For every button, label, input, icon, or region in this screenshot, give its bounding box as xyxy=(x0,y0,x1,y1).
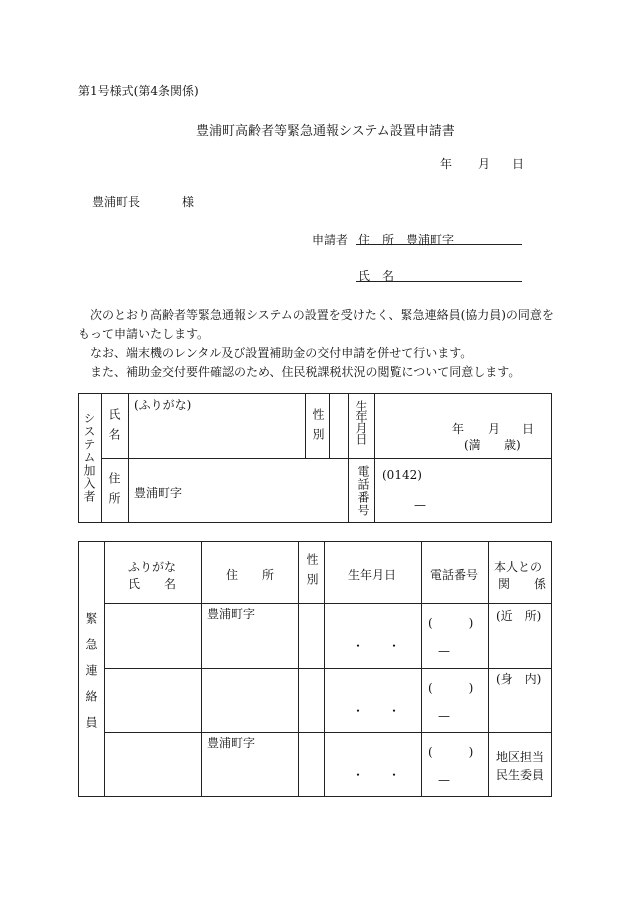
contact-row-1-phone-dash: — xyxy=(438,644,450,658)
subscriber-birthdate-label: 生年月日 xyxy=(354,400,368,444)
contact-row-3-phone-dash: — xyxy=(438,773,450,787)
applicant-address-line xyxy=(356,244,522,245)
body-line-3: なお、端末機のレンタル及び設置補助金の交付申請を併せて行います。 xyxy=(78,346,473,360)
contacts-header-phone: 電話番号 xyxy=(430,568,479,582)
applicant-address-label: 住 所 xyxy=(358,233,395,247)
subscriber-section-label: システム加入者 xyxy=(82,412,96,503)
contact-row-1-address: 豊浦町字 xyxy=(207,607,256,621)
contacts-section-label: 緊急連絡員 xyxy=(84,612,98,742)
subscriber-age-close: 歳) xyxy=(504,438,521,452)
mayor-label: 豊浦町長 xyxy=(92,195,141,209)
subscriber-phone-prefix: (0142) xyxy=(382,468,422,482)
applicant-name-line xyxy=(356,281,522,282)
subscriber-furigana-label: (ふりがな) xyxy=(134,398,192,412)
contact-row-2-dots: ・ ・ xyxy=(352,704,401,718)
contact-row-1-relation: (近 所) xyxy=(496,609,542,623)
body-line-2: もって申請いたします。 xyxy=(78,327,210,341)
subscriber-address-label: 住所 xyxy=(107,472,121,512)
subscriber-phone-dash: — xyxy=(414,498,426,512)
subscriber-date-year: 年 xyxy=(452,422,465,436)
contact-row-3-phone-paren: ( ) xyxy=(428,745,474,759)
subscriber-address-value: 豊浦町字 xyxy=(134,486,183,500)
subscriber-date-day: 日 xyxy=(522,422,535,436)
form-title: 豊浦町高齢者等緊急通報システム設置申請書 xyxy=(196,124,455,139)
subscriber-date-month: 月 xyxy=(488,422,501,436)
contact-row-2-phone-paren: ( ) xyxy=(428,681,474,695)
applicant-name-label: 氏 名 xyxy=(358,269,395,283)
subscriber-phone-label: 電話番号 xyxy=(356,465,370,517)
contacts-header-birthdate: 生年月日 xyxy=(348,568,397,582)
applicant-label: 申請者 xyxy=(312,233,349,247)
contact-row-3-dots: ・ ・ xyxy=(352,768,401,782)
subscriber-gender-label: 性別 xyxy=(311,408,325,448)
contacts-header-gender: 性別 xyxy=(305,553,319,593)
contact-row-3-relation-2: 民生委員 xyxy=(496,768,545,782)
body-line-4: また、補助金交付要件確認のため、住民税課税状況の閲覧について同意します。 xyxy=(78,365,521,379)
contacts-header-relation-2: 関 係 xyxy=(498,577,547,591)
contacts-header-name: 氏 名 xyxy=(128,577,177,591)
form-number: 第1号様式(第4条関係) xyxy=(78,84,199,98)
contacts-header-furigana: ふりがな xyxy=(128,560,177,574)
contact-row-2-relation: (身 内) xyxy=(496,672,542,686)
subscriber-name-label: 氏名 xyxy=(107,408,121,448)
contacts-header-relation-1: 本人との xyxy=(494,560,543,574)
date-year-label: 年 xyxy=(440,157,453,171)
body-line-1: 次のとおり高齢者等緊急通報システムの設置を受けたく、緊急連絡員(協力員)の同意を xyxy=(78,308,554,322)
contact-row-1-phone-paren: ( ) xyxy=(428,616,474,630)
date-month-label: 月 xyxy=(478,157,491,171)
subscriber-age-open: (満 xyxy=(464,438,481,452)
applicant-address-value: 豊浦町字 xyxy=(406,233,455,247)
contact-row-1-dots: ・ ・ xyxy=(352,639,401,653)
honorific-label: 様 xyxy=(182,195,195,209)
date-day-label: 日 xyxy=(512,157,525,171)
contact-row-2-phone-dash: — xyxy=(438,709,450,723)
contact-row-3-address: 豊浦町字 xyxy=(207,736,256,750)
contact-row-3-relation-1: 地区担当 xyxy=(496,750,545,764)
contacts-header-address: 住 所 xyxy=(226,568,275,582)
